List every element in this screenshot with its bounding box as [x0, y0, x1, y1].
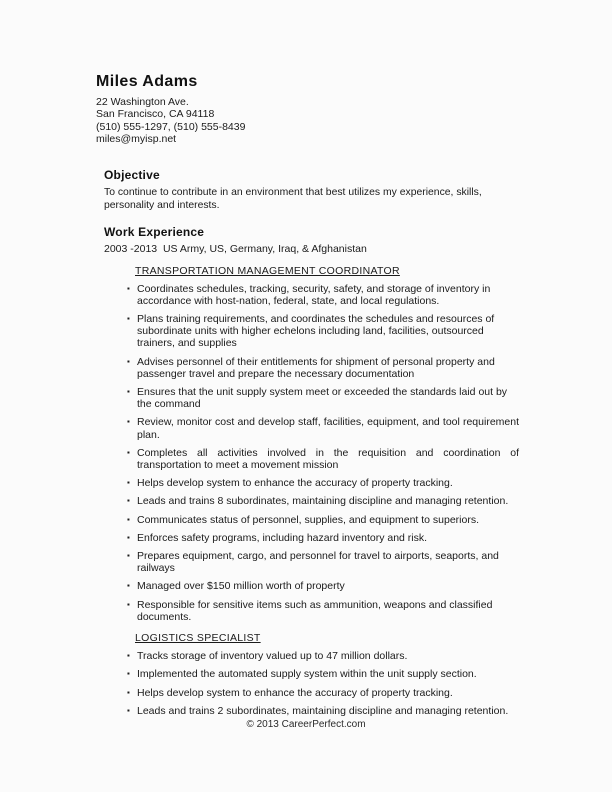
role-title: LOGISTICS SPECIALIST [135, 632, 261, 645]
bullet-marker: ▪ [127, 532, 130, 542]
employment-period: 2003 -2013 US Army, US, Germany, Iraq, & Afghanistan [104, 242, 367, 255]
objective-heading: Objective [104, 167, 160, 182]
bullet-text: Prepares equipment, cargo, and personnel for travel to airports, seaports, and railways [137, 550, 499, 575]
role-bullet-list [127, 650, 519, 717]
bullet-item [127, 416, 519, 440]
bullet-marker: ▪ [127, 687, 130, 697]
phone-numbers: (510) 555-1297, (510) 555-8439 [96, 120, 246, 133]
work-experience-section [104, 225, 527, 717]
bullet-text: Managed over $150 million worth of property [137, 580, 345, 593]
bullet-text: Responsible for sensitive items such as ammunition, weapons and classified documents. [137, 598, 493, 623]
email-address: miles@myisp.net [96, 133, 177, 146]
bullet-marker: ▪ [127, 551, 130, 561]
copyright-text: © 2013 CareerPerfect.com [246, 719, 366, 730]
bullet-item [127, 313, 519, 350]
role-bullet-list [127, 283, 519, 623]
bullet-text: Implemented the automated supply system within the unit supply section. [137, 668, 477, 681]
bullet-marker: ▪ [127, 669, 130, 679]
address-line-1: 22 Washington Ave. [96, 96, 189, 108]
objective-text: To continue to contribute in an environment that best utilizes my experience, skills, personality and interests. [104, 186, 482, 211]
role-logistics-specialist [104, 632, 527, 717]
work-experience-heading: Work Experience [104, 224, 205, 239]
bullet-item [127, 668, 519, 680]
bullet-item [127, 580, 519, 592]
bullet-marker: ▪ [127, 283, 130, 293]
contact-info [96, 96, 527, 146]
bullet-marker: ▪ [127, 599, 130, 609]
bullet-text: Ensures that the unit supply system meet or exceeded the standards laid out by the command [137, 386, 508, 411]
bullet-text: Plans training requirements, and coordinates the schedules and resources of subordinate units with higher echelons including land, facilities, outsourced trainers, and supplies [137, 313, 495, 350]
bullet-item [127, 477, 519, 489]
contact-header [96, 73, 527, 146]
bullet-item [127, 514, 519, 526]
bullet-marker: ▪ [127, 514, 130, 524]
bullet-text: Enforces safety programs, including hazard inventory and risk. [137, 531, 428, 544]
bullet-item [127, 550, 519, 574]
bullet-item [127, 650, 519, 662]
bullet-marker: ▪ [127, 651, 130, 661]
bullet-marker: ▪ [127, 447, 130, 457]
bullet-text: Leads and trains 8 subordinates, maintaining discipline and managing retention. [137, 495, 509, 508]
role-title: TRANSPORTATION MANAGEMENT COORDINATOR [135, 264, 400, 277]
bullet-text: Completes all activities involved in the requisition and coordination of transportation to meet a movement mission [137, 446, 519, 472]
bullet-text: Advises personnel of their entitlements for shipment of personal property and passenger travel and prepare the necessary documentation [137, 355, 495, 380]
bullet-item [127, 447, 519, 471]
bullet-text: Helps develop system to enhance the accuracy of property tracking. [137, 477, 453, 490]
address-line-2: San Francisco, CA 94118 [96, 108, 215, 121]
bullet-item [127, 705, 519, 717]
resume-body [104, 168, 527, 717]
role-transportation-management-coordinator [104, 265, 527, 623]
bullet-marker: ▪ [127, 314, 130, 324]
bullet-item [127, 532, 519, 544]
bullet-item [127, 356, 519, 380]
bullet-marker: ▪ [127, 581, 130, 591]
bullet-text: Tracks storage of inventory valued up to 47 million dollars. [137, 650, 408, 663]
bullet-text: Communicates status of personnel, supplies, and equipment to superiors. [137, 513, 480, 526]
bullet-text: Review, monitor cost and develop staff, facilities, equipment, and tool requirement plan. [137, 416, 519, 441]
bullet-marker: ▪ [127, 705, 130, 715]
page-footer [0, 719, 612, 730]
bullet-text: Helps develop system to enhance the accuracy of property tracking. [137, 686, 453, 699]
candidate-name: Miles Adams [96, 73, 198, 90]
bullet-marker: ▪ [127, 356, 130, 366]
bullet-item [127, 495, 519, 507]
bullet-item [127, 687, 519, 699]
bullet-text: Coordinates schedules, tracking, security, safety, and storage of inventory in accordance with host-nation, federal, state, and local regulations. [137, 282, 491, 307]
bullet-marker: ▪ [127, 496, 130, 506]
bullet-item [127, 386, 519, 410]
bullet-marker: ▪ [127, 478, 130, 488]
bullet-marker: ▪ [127, 417, 130, 427]
objective-section [104, 168, 527, 212]
bullet-marker: ▪ [127, 387, 130, 397]
bullet-item [127, 599, 519, 623]
bullet-item [127, 283, 519, 307]
bullet-text: Leads and trains 2 subordinates, maintaining discipline and managing retention. [137, 704, 509, 717]
